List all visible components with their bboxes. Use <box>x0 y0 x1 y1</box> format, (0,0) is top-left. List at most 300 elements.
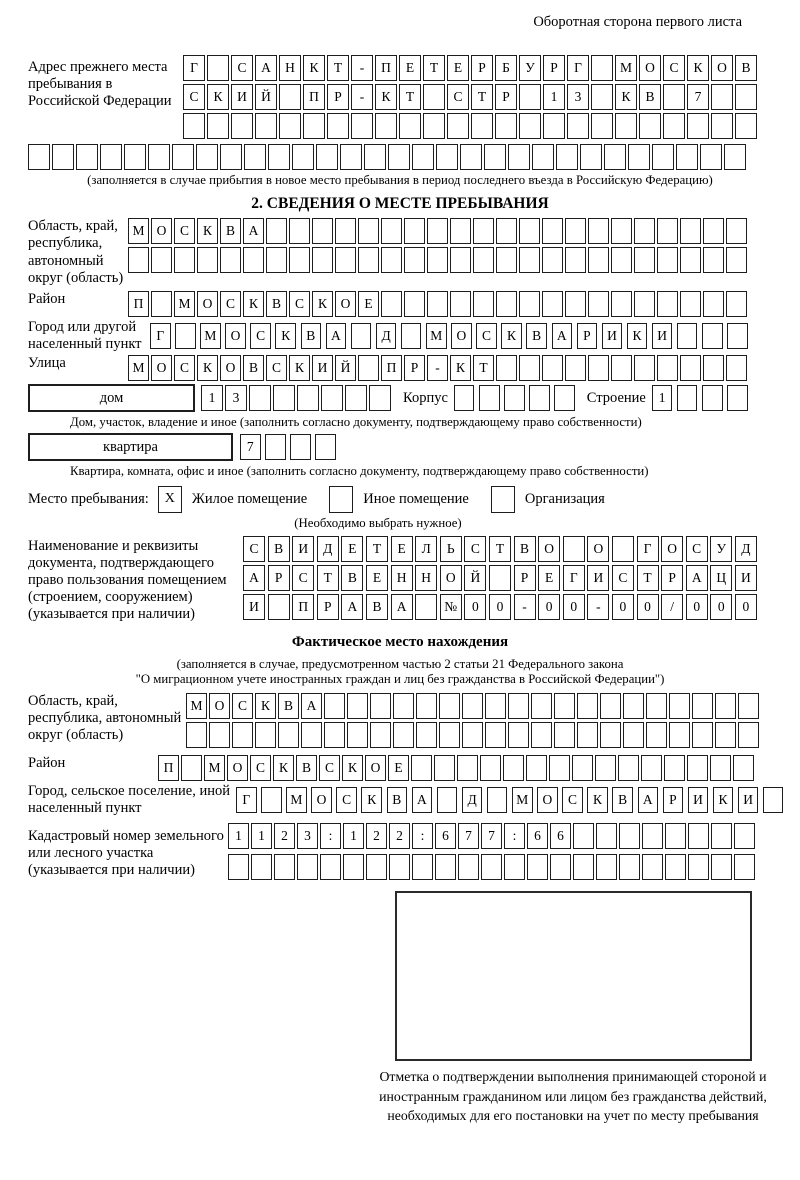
grid-cell[interactable]: / <box>661 594 683 620</box>
grid-cell[interactable]: В <box>220 218 241 244</box>
grid-cell[interactable] <box>473 218 494 244</box>
grid-cell[interactable] <box>556 144 578 170</box>
grid-cell[interactable] <box>519 291 540 317</box>
grid-cell[interactable] <box>542 218 563 244</box>
grid-cell[interactable]: В <box>268 536 290 562</box>
grid-cell[interactable] <box>479 385 500 411</box>
grid-cell[interactable]: А <box>391 594 413 620</box>
grid-cell[interactable] <box>532 144 554 170</box>
grid-cell[interactable] <box>358 355 379 381</box>
grid-cell[interactable] <box>496 247 517 273</box>
grid-cell[interactable]: : <box>320 823 341 849</box>
grid-cell[interactable] <box>628 144 650 170</box>
grid-cell[interactable]: С <box>266 355 287 381</box>
grid-cell[interactable] <box>434 755 455 781</box>
grid-cell[interactable] <box>496 355 517 381</box>
grid-cell[interactable] <box>734 854 755 880</box>
grid-cell[interactable] <box>278 722 299 748</box>
grid-cell[interactable] <box>265 434 286 460</box>
grid-cell[interactable]: Е <box>358 291 379 317</box>
grid-cell[interactable] <box>381 218 402 244</box>
grid-cell[interactable] <box>591 55 613 81</box>
grid-cell[interactable] <box>279 84 301 110</box>
grid-cell[interactable] <box>663 84 685 110</box>
grid-cell[interactable] <box>595 755 616 781</box>
grid-cell[interactable]: С <box>464 536 486 562</box>
grid-cell[interactable] <box>340 144 362 170</box>
grid-cell[interactable]: С <box>183 84 205 110</box>
grid-cell[interactable] <box>427 218 448 244</box>
grid-cell[interactable] <box>450 218 471 244</box>
grid-cell[interactable] <box>677 385 698 411</box>
grid-cell[interactable]: К <box>587 787 608 813</box>
grid-cell[interactable] <box>249 385 271 411</box>
grid-cell[interactable] <box>565 247 586 273</box>
grid-cell[interactable]: Н <box>279 55 301 81</box>
grid-cell[interactable] <box>335 247 356 273</box>
grid-cell[interactable] <box>489 565 511 591</box>
grid-cell[interactable] <box>347 693 368 719</box>
grid-cell[interactable] <box>565 355 586 381</box>
grid-cell[interactable]: 3 <box>567 84 589 110</box>
grid-cell[interactable] <box>703 355 724 381</box>
grid-cell[interactable]: - <box>514 594 536 620</box>
grid-cell[interactable]: О <box>538 536 560 562</box>
grid-cell[interactable]: 0 <box>710 594 732 620</box>
grid-cell[interactable]: К <box>713 787 734 813</box>
grid-cell[interactable]: 0 <box>489 594 511 620</box>
grid-cell[interactable] <box>657 291 678 317</box>
grid-cell[interactable] <box>726 291 747 317</box>
grid-cell[interactable]: : <box>504 823 525 849</box>
grid-cell[interactable] <box>393 693 414 719</box>
grid-cell[interactable] <box>485 693 506 719</box>
grid-cell[interactable]: 3 <box>225 385 247 411</box>
grid-cell[interactable] <box>393 722 414 748</box>
grid-cell[interactable] <box>370 722 391 748</box>
grid-cell[interactable] <box>634 218 655 244</box>
grid-cell[interactable] <box>251 854 272 880</box>
grid-cell[interactable] <box>619 823 640 849</box>
grid-cell[interactable] <box>351 113 373 139</box>
grid-cell[interactable]: Ь <box>440 536 462 562</box>
grid-cell[interactable]: К <box>627 323 648 349</box>
grid-cell[interactable] <box>389 854 410 880</box>
grid-cell[interactable] <box>151 291 172 317</box>
grid-cell[interactable]: О <box>197 291 218 317</box>
grid-cell[interactable] <box>484 144 506 170</box>
grid-cell[interactable] <box>634 291 655 317</box>
grid-cell[interactable]: О <box>220 355 241 381</box>
grid-cell[interactable]: В <box>301 323 322 349</box>
grid-cell[interactable]: 1 <box>201 385 223 411</box>
grid-cell[interactable]: 6 <box>550 823 571 849</box>
grid-cell[interactable] <box>351 323 372 349</box>
grid-cell[interactable]: И <box>738 787 759 813</box>
grid-cell[interactable] <box>197 247 218 273</box>
grid-cell[interactable]: В <box>526 323 547 349</box>
grid-cell[interactable]: К <box>312 291 333 317</box>
grid-cell[interactable]: К <box>361 787 382 813</box>
grid-cell[interactable]: М <box>174 291 195 317</box>
grid-cell[interactable]: 0 <box>538 594 560 620</box>
grid-cell[interactable]: К <box>197 218 218 244</box>
grid-cell[interactable] <box>485 722 506 748</box>
grid-cell[interactable] <box>181 755 202 781</box>
grid-cell[interactable] <box>481 854 502 880</box>
grid-cell[interactable] <box>220 247 241 273</box>
grid-cell[interactable] <box>347 722 368 748</box>
grid-cell[interactable]: С <box>250 755 271 781</box>
grid-cell[interactable] <box>711 113 733 139</box>
grid-cell[interactable]: Т <box>423 55 445 81</box>
grid-cell[interactable] <box>519 355 540 381</box>
grid-cell[interactable] <box>343 854 364 880</box>
grid-cell[interactable] <box>327 113 349 139</box>
grid-cell[interactable] <box>604 144 626 170</box>
grid-cell[interactable] <box>623 722 644 748</box>
grid-cell[interactable]: Т <box>399 84 421 110</box>
grid-cell[interactable] <box>549 755 570 781</box>
grid-cell[interactable]: О <box>335 291 356 317</box>
grid-cell[interactable] <box>572 755 593 781</box>
grid-cell[interactable]: - <box>427 355 448 381</box>
grid-cell[interactable] <box>437 787 458 813</box>
grid-cell[interactable] <box>554 722 575 748</box>
grid-cell[interactable] <box>207 113 229 139</box>
grid-cell[interactable] <box>600 693 621 719</box>
grid-cell[interactable]: Б <box>495 55 517 81</box>
grid-cell[interactable] <box>320 854 341 880</box>
grid-cell[interactable] <box>611 218 632 244</box>
grid-cell[interactable]: № <box>440 594 462 620</box>
grid-cell[interactable] <box>460 144 482 170</box>
grid-cell[interactable]: 1 <box>543 84 565 110</box>
grid-cell[interactable]: М <box>426 323 447 349</box>
grid-cell[interactable] <box>504 385 525 411</box>
grid-cell[interactable] <box>669 693 690 719</box>
grid-cell[interactable]: В <box>639 84 661 110</box>
grid-cell[interactable] <box>657 355 678 381</box>
grid-cell[interactable]: И <box>243 594 265 620</box>
grid-cell[interactable]: В <box>612 787 633 813</box>
grid-cell[interactable]: Р <box>471 55 493 81</box>
grid-cell[interactable] <box>657 247 678 273</box>
grid-cell[interactable] <box>316 144 338 170</box>
grid-cell[interactable] <box>519 247 540 273</box>
grid-cell[interactable] <box>52 144 74 170</box>
grid-cell[interactable] <box>542 291 563 317</box>
grid-cell[interactable]: С <box>562 787 583 813</box>
grid-cell[interactable] <box>399 113 421 139</box>
grid-cell[interactable] <box>228 854 249 880</box>
grid-cell[interactable] <box>591 84 613 110</box>
grid-cell[interactable] <box>726 247 747 273</box>
grid-cell[interactable] <box>274 854 295 880</box>
grid-cell[interactable]: А <box>243 218 264 244</box>
grid-cell[interactable]: Д <box>735 536 757 562</box>
grid-cell[interactable]: А <box>686 565 708 591</box>
grid-cell[interactable]: В <box>266 291 287 317</box>
grid-cell[interactable]: Р <box>404 355 425 381</box>
grid-cell[interactable] <box>634 247 655 273</box>
grid-cell[interactable] <box>423 113 445 139</box>
grid-cell[interactable]: К <box>615 84 637 110</box>
stay-checkbox-organizaciya[interactable] <box>491 486 515 513</box>
grid-cell[interactable] <box>542 355 563 381</box>
grid-cell[interactable] <box>646 693 667 719</box>
grid-cell[interactable] <box>623 693 644 719</box>
grid-cell[interactable]: К <box>342 755 363 781</box>
grid-cell[interactable] <box>565 218 586 244</box>
grid-cell[interactable] <box>680 247 701 273</box>
grid-cell[interactable]: Е <box>388 755 409 781</box>
grid-cell[interactable] <box>634 355 655 381</box>
grid-cell[interactable]: И <box>292 536 314 562</box>
grid-cell[interactable] <box>423 84 445 110</box>
grid-cell[interactable] <box>692 722 713 748</box>
grid-cell[interactable]: Р <box>495 84 517 110</box>
grid-cell[interactable] <box>657 218 678 244</box>
grid-cell[interactable]: Г <box>183 55 205 81</box>
grid-cell[interactable]: Н <box>391 565 413 591</box>
grid-cell[interactable]: К <box>303 55 325 81</box>
grid-cell[interactable]: Й <box>335 355 356 381</box>
grid-cell[interactable]: У <box>710 536 732 562</box>
grid-cell[interactable]: В <box>296 755 317 781</box>
grid-cell[interactable]: К <box>275 323 296 349</box>
grid-cell[interactable]: М <box>200 323 221 349</box>
grid-cell[interactable]: 2 <box>274 823 295 849</box>
grid-cell[interactable] <box>312 247 333 273</box>
grid-cell[interactable] <box>687 113 709 139</box>
grid-cell[interactable] <box>688 854 709 880</box>
grid-cell[interactable] <box>700 144 722 170</box>
grid-cell[interactable] <box>519 84 541 110</box>
grid-cell[interactable] <box>711 84 733 110</box>
grid-cell[interactable]: С <box>447 84 469 110</box>
grid-cell[interactable] <box>669 722 690 748</box>
grid-cell[interactable]: П <box>375 55 397 81</box>
grid-cell[interactable]: В <box>278 693 299 719</box>
grid-cell[interactable] <box>487 787 508 813</box>
grid-cell[interactable]: Р <box>317 594 339 620</box>
grid-cell[interactable] <box>711 823 732 849</box>
grid-cell[interactable] <box>427 291 448 317</box>
grid-cell[interactable] <box>458 854 479 880</box>
grid-cell[interactable] <box>301 722 322 748</box>
grid-cell[interactable] <box>315 434 336 460</box>
grid-cell[interactable] <box>273 385 295 411</box>
grid-cell[interactable] <box>715 722 736 748</box>
grid-cell[interactable]: С <box>612 565 634 591</box>
grid-cell[interactable]: С <box>319 755 340 781</box>
grid-cell[interactable] <box>495 113 517 139</box>
grid-cell[interactable]: 0 <box>735 594 757 620</box>
grid-cell[interactable] <box>663 113 685 139</box>
grid-cell[interactable]: И <box>688 787 709 813</box>
grid-cell[interactable]: С <box>336 787 357 813</box>
grid-cell[interactable] <box>680 355 701 381</box>
grid-cell[interactable]: К <box>450 355 471 381</box>
grid-cell[interactable]: 0 <box>612 594 634 620</box>
grid-cell[interactable] <box>542 247 563 273</box>
grid-cell[interactable] <box>172 144 194 170</box>
grid-cell[interactable] <box>358 247 379 273</box>
grid-cell[interactable]: С <box>476 323 497 349</box>
grid-cell[interactable]: Й <box>464 565 486 591</box>
grid-cell[interactable]: 1 <box>652 385 673 411</box>
grid-cell[interactable] <box>519 218 540 244</box>
grid-cell[interactable]: Р <box>514 565 536 591</box>
grid-cell[interactable]: И <box>231 84 253 110</box>
confirmation-stamp-box[interactable] <box>395 891 752 1061</box>
grid-cell[interactable] <box>763 787 784 813</box>
grid-cell[interactable] <box>588 355 609 381</box>
grid-cell[interactable] <box>220 144 242 170</box>
grid-cell[interactable] <box>646 722 667 748</box>
grid-cell[interactable] <box>375 113 397 139</box>
grid-cell[interactable]: В <box>366 594 388 620</box>
grid-cell[interactable]: 2 <box>389 823 410 849</box>
grid-cell[interactable] <box>611 355 632 381</box>
grid-cell[interactable] <box>543 113 565 139</box>
grid-cell[interactable]: В <box>341 565 363 591</box>
grid-cell[interactable]: П <box>292 594 314 620</box>
grid-cell[interactable]: К <box>273 755 294 781</box>
grid-cell[interactable] <box>480 755 501 781</box>
grid-cell[interactable]: И <box>735 565 757 591</box>
grid-cell[interactable]: : <box>412 823 433 849</box>
grid-cell[interactable] <box>503 755 524 781</box>
grid-cell[interactable]: Т <box>327 55 349 81</box>
grid-cell[interactable]: А <box>255 55 277 81</box>
grid-cell[interactable]: Т <box>637 565 659 591</box>
grid-cell[interactable]: О <box>225 323 246 349</box>
grid-cell[interactable] <box>567 113 589 139</box>
grid-cell[interactable] <box>600 722 621 748</box>
grid-cell[interactable]: В <box>243 355 264 381</box>
grid-cell[interactable] <box>527 854 548 880</box>
grid-cell[interactable] <box>381 291 402 317</box>
grid-cell[interactable] <box>735 84 757 110</box>
grid-cell[interactable] <box>268 594 290 620</box>
grid-cell[interactable] <box>611 291 632 317</box>
grid-cell[interactable]: Р <box>327 84 349 110</box>
grid-cell[interactable]: С <box>243 536 265 562</box>
grid-cell[interactable] <box>680 291 701 317</box>
grid-cell[interactable] <box>324 722 345 748</box>
grid-cell[interactable]: И <box>587 565 609 591</box>
grid-cell[interactable] <box>588 247 609 273</box>
grid-cell[interactable] <box>573 854 594 880</box>
grid-cell[interactable]: К <box>197 355 218 381</box>
grid-cell[interactable] <box>401 323 422 349</box>
grid-cell[interactable] <box>439 722 460 748</box>
grid-cell[interactable]: О <box>365 755 386 781</box>
grid-cell[interactable]: О <box>227 755 248 781</box>
grid-cell[interactable] <box>436 144 458 170</box>
grid-cell[interactable] <box>702 323 723 349</box>
grid-cell[interactable] <box>529 385 550 411</box>
grid-cell[interactable] <box>370 693 391 719</box>
grid-cell[interactable] <box>297 385 319 411</box>
grid-cell[interactable] <box>124 144 146 170</box>
grid-cell[interactable]: С <box>289 291 310 317</box>
grid-cell[interactable]: О <box>151 355 172 381</box>
grid-cell[interactable] <box>496 291 517 317</box>
grid-cell[interactable]: 2 <box>366 823 387 849</box>
grid-cell[interactable]: - <box>351 84 373 110</box>
grid-cell[interactable] <box>612 536 634 562</box>
grid-cell[interactable]: О <box>661 536 683 562</box>
grid-cell[interactable]: К <box>207 84 229 110</box>
grid-cell[interactable] <box>738 693 759 719</box>
grid-cell[interactable]: О <box>537 787 558 813</box>
grid-cell[interactable]: С <box>686 536 708 562</box>
grid-cell[interactable] <box>531 693 552 719</box>
grid-cell[interactable]: Р <box>577 323 598 349</box>
grid-cell[interactable]: Е <box>399 55 421 81</box>
grid-cell[interactable] <box>412 854 433 880</box>
grid-cell[interactable] <box>734 823 755 849</box>
grid-cell[interactable] <box>726 218 747 244</box>
grid-cell[interactable] <box>531 722 552 748</box>
grid-cell[interactable] <box>727 385 748 411</box>
grid-cell[interactable]: М <box>186 693 207 719</box>
grid-cell[interactable] <box>665 823 686 849</box>
grid-cell[interactable] <box>364 144 386 170</box>
grid-cell[interactable] <box>207 55 229 81</box>
grid-cell[interactable]: Р <box>268 565 290 591</box>
grid-cell[interactable] <box>738 722 759 748</box>
grid-cell[interactable]: Т <box>317 565 339 591</box>
grid-cell[interactable]: С <box>174 355 195 381</box>
grid-cell[interactable]: Т <box>473 355 494 381</box>
grid-cell[interactable] <box>687 755 708 781</box>
grid-cell[interactable] <box>151 247 172 273</box>
grid-cell[interactable] <box>665 854 686 880</box>
grid-cell[interactable]: Р <box>663 787 684 813</box>
grid-cell[interactable] <box>618 755 639 781</box>
grid-cell[interactable] <box>231 113 253 139</box>
grid-cell[interactable]: О <box>451 323 472 349</box>
grid-cell[interactable] <box>312 218 333 244</box>
grid-cell[interactable]: А <box>638 787 659 813</box>
grid-cell[interactable] <box>727 323 748 349</box>
grid-cell[interactable] <box>279 113 301 139</box>
grid-cell[interactable] <box>652 144 674 170</box>
grid-cell[interactable]: Т <box>489 536 511 562</box>
grid-cell[interactable] <box>733 755 754 781</box>
grid-cell[interactable] <box>186 722 207 748</box>
grid-cell[interactable]: 0 <box>637 594 659 620</box>
grid-cell[interactable]: М <box>286 787 307 813</box>
grid-cell[interactable] <box>703 218 724 244</box>
grid-cell[interactable] <box>174 247 195 273</box>
grid-cell[interactable]: 7 <box>687 84 709 110</box>
grid-cell[interactable] <box>416 693 437 719</box>
grid-cell[interactable]: К <box>255 693 276 719</box>
grid-cell[interactable] <box>554 693 575 719</box>
grid-cell[interactable] <box>577 693 598 719</box>
grid-cell[interactable]: С <box>232 693 253 719</box>
grid-cell[interactable] <box>680 218 701 244</box>
grid-cell[interactable]: М <box>128 218 149 244</box>
grid-cell[interactable]: Р <box>543 55 565 81</box>
grid-cell[interactable] <box>711 854 732 880</box>
grid-cell[interactable] <box>676 144 698 170</box>
